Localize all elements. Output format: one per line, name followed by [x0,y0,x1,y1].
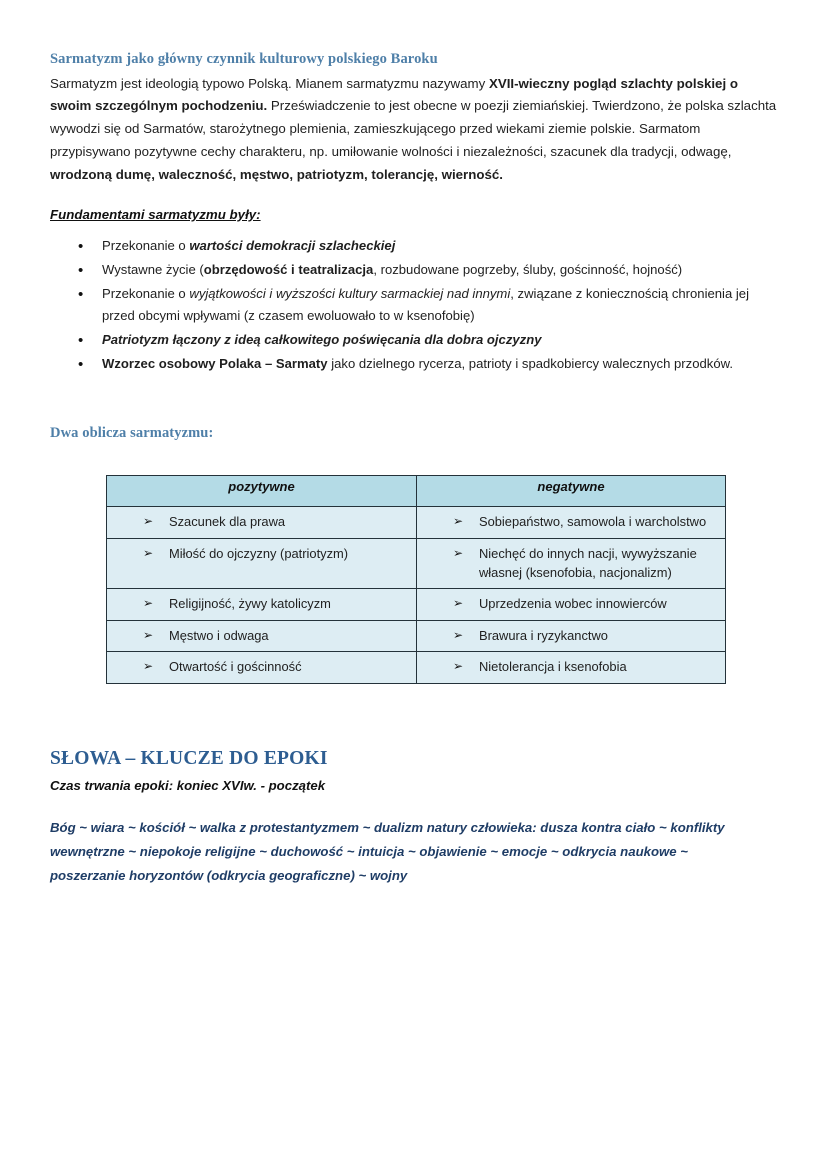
bullet-text-plain-1: Przekonanie o [102,285,190,301]
page-title: Sarmatyzm jako główny czynnik kulturowy polskiego Baroku [50,51,438,67]
two-faces-heading: Dwa oblicza sarmatyzmu: [50,424,214,441]
list-item [50,283,782,329]
document-content [50,50,782,901]
table-header-row [107,476,726,507]
table-row [107,652,726,683]
bullet-text-plain-2: , związane z koniecznością chronienia jej przed obcymi wpływami (z czasem ewoluowało to w ksenofobię) [102,285,749,324]
foundations-subheading: Fundamentami sarmatyzmu były: [50,206,261,222]
cell-positive [107,589,417,620]
cell-positive [107,507,417,538]
cell-text: ➢ Uprzedzenia wobec innowierców [423,594,719,613]
cell-negative [417,507,726,538]
cell-text: ➢ Religijność, żywy katolicyzm [113,594,410,613]
table-body [107,507,726,683]
cell-negative [417,538,726,589]
cell-negative [417,652,726,683]
intro-text-part-2: Przeświadczenie to jest obecne w poezji ziemiańskiej. Twierdzono, że polska szlachta wywodzi się od Sarmatów, starożytnego plemienia, zamieszkującego przed wiekami ziemie polskie. Sarmatom przypisywano pozytywne cechy charakteru, np. umiłowanie wolności i niezależności, szacunek dla tradycji, odwagę, [50,98,777,160]
table-row [107,589,726,620]
intro-bold-2: wrodzoną dumę, waleczność, męstwo, patriotyzm, tolerancję, wierność. [50,167,503,182]
cell-positive [107,652,417,683]
bullet-text-emph: obrzędowość i teatralizacja [203,261,374,277]
cell-text: ➢ Brawura i ryzykanctwo [423,626,719,645]
column-header-negative: negatywne [417,476,726,507]
list-item [50,353,782,376]
bullet-text-emph: Patriotyzm łączony z ideą całkowitego poświęcania dla dobra ojczyzny [102,332,542,348]
intro-bold-1: XVII-wieczny pogląd szlachty polskiej o swoim szczególnym pochodzeniu. [50,75,738,114]
keywords-heading: SŁOWA – KLUCZE DO EPOKI [50,747,328,769]
cell-text: ➢ Nietolerancja i ksenofobia [423,657,719,676]
table-row [107,620,726,651]
bullet-text-plain-2: , rozbudowane pogrzeby, śluby, gościnność, hojność) [373,261,683,277]
table-row [107,538,726,589]
bullet-text-plain-1: Przekonanie o [102,238,190,254]
keywords-paragraph: Bóg ~ wiara ~ kościół ~ walka z protestantyzmem ~ dualizm natury człowieka: dusza kontra ciało ~ konflikty wewnętrzne ~ niepokoje religijne ~ duchowość ~ intuicja ~ objawienie ~ emocje ~ odkrycia naukowe ~ poszerzanie horyzontów (odkrycia geograficzne) ~ wojny [50,820,725,884]
bullet-text-plain-2: jako dzielnego rycerza, patrioty i spadkobiercy walecznych przodków. [327,356,733,372]
cell-positive [107,538,417,589]
list-item [50,259,782,282]
cell-text: ➢ Męstwo i odwaga [113,626,410,645]
list-item [50,329,782,352]
bullet-text-emph: Wzorzec osobowy Polaka – Sarmaty [102,356,328,372]
bullet-text-plain-1: Wystawne życie ( [102,261,204,277]
cell-text: ➢ Sobiepaństwo, samowola i warcholstwo [423,512,719,531]
column-header-positive: pozytywne [107,476,417,507]
cell-text: ➢ Niechęć do innych nacji, wywyższanie własnej (ksenofobia, nacjonalizm) [423,544,719,583]
cell-text: ➢ Szacunek dla prawa [113,512,410,531]
table-head [107,476,726,507]
cell-text: ➢ Miłość do ojczyzny (patriotyzm) [113,544,410,563]
bullet-text-emph: wyjątkowości i wyższości kultury sarmackiej nad innymi [189,285,511,301]
keywords-section [50,746,782,889]
intro-text-part-1: Sarmatyzm jest ideologią typowo Polską. Mianem sarmatyzmu nazywamy [50,75,489,91]
intro-paragraph [50,73,782,187]
foundations-list [50,235,782,376]
cell-negative [417,620,726,651]
bullet-text-emph: wartości demokracji szlacheckiej [189,238,396,254]
cell-text: ➢ Otwartość i gościnność [113,657,410,676]
list-item [50,235,782,258]
cell-positive [107,620,417,651]
cell-negative [417,589,726,620]
two-faces-table-wrapper [106,475,723,683]
two-faces-table [106,475,726,683]
epoch-duration-line: Czas trwania epoki: koniec XVIw. - początek [50,777,326,793]
table-row [107,507,726,538]
